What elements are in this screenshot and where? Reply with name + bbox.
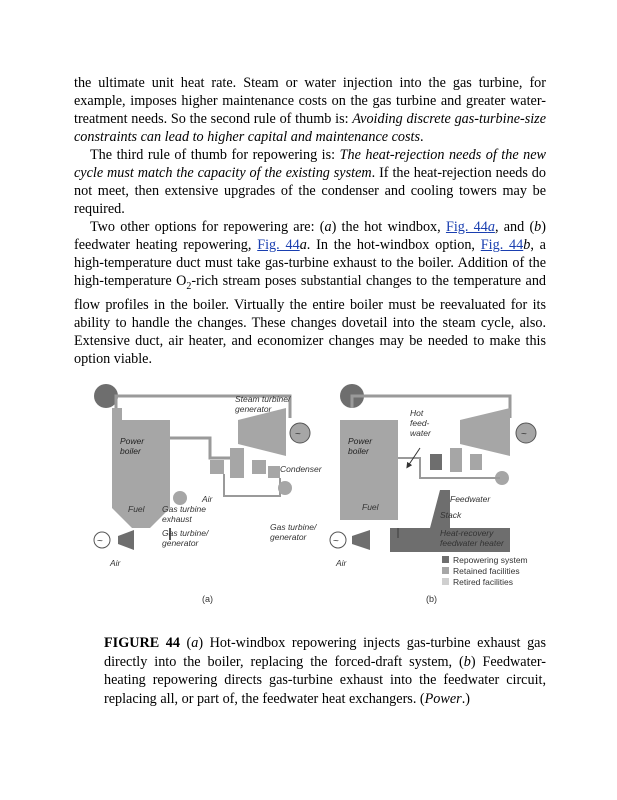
label-gt-exhaust-a1: Gas turbine xyxy=(162,504,206,514)
fig-44a-link-1[interactable] xyxy=(446,219,495,235)
caption-text-3: ) Feedwater-heating repowering directs gas-turbine exhaust into the feedwater circuit, replacing all, or part of, the feedwater heat exchangers. ( xyxy=(104,653,547,707)
label-air-bottom-a: Air xyxy=(110,558,121,568)
legend xyxy=(442,555,528,587)
heater-a2 xyxy=(230,448,244,478)
p3-text-3: , and ( xyxy=(494,219,535,235)
label-hot-feedwater-1: Hot xyxy=(410,408,424,418)
label-gt-generator-a2: generator xyxy=(162,538,199,548)
p3-text-6: , a high-temperature duct must take gas-turbine exhaust to the boiler. Addition of the high-temperature O xyxy=(74,237,546,289)
caption-text-1: ( xyxy=(179,635,192,651)
gt-sine-glyph-b: ~ xyxy=(333,536,339,547)
p3-text-1: Two other options for repowering are: ( xyxy=(90,219,325,235)
drum-icon xyxy=(94,384,118,408)
fig-link-3-text: Fig. 44 xyxy=(480,237,524,253)
label-air-bottom-b: Air xyxy=(336,558,347,568)
boiler-riser-a xyxy=(112,408,122,420)
p3-text-2: ) the hot windbox, xyxy=(331,219,446,235)
fig-44b-link[interactable] xyxy=(481,237,523,253)
gt-sine-glyph-a: ~ xyxy=(97,536,103,547)
caption-italic-b: b xyxy=(463,653,471,670)
label-hot-feedwater-2: feed- xyxy=(410,418,430,428)
label-hot-feedwater-3: water xyxy=(410,428,431,438)
label-steam-turbine-a: Steam turbine/ xyxy=(235,394,291,404)
paragraph-1-end: . xyxy=(419,129,424,145)
caption-source: Power xyxy=(424,690,462,707)
fig-link-1-text: Fig. 44 xyxy=(445,219,488,235)
caption-text-2: ) Hot-windbox repowering injects gas-turbine exhaust gas directly into the boiler, replacing the forced-draft system, ( xyxy=(104,635,546,670)
label-stack: Stack xyxy=(440,510,462,520)
steam-turbine-b xyxy=(460,408,510,456)
paragraph-1-text: the ultimate unit heat rate. Steam or water injection into the gas turbine, for example, imposes higher maintenance costs on the gas turbine and greater water-treatment needs. So the second rule of thumb is: xyxy=(74,75,546,127)
label-generator-a: generator xyxy=(235,404,272,414)
legend-swatch-retained xyxy=(442,567,449,574)
gas-turbine-a xyxy=(118,530,134,550)
legend-swatch-repowering xyxy=(442,556,449,563)
legend-retained: Retained facilities xyxy=(453,566,520,576)
heater-b2 xyxy=(450,448,462,472)
power-boiler-a xyxy=(112,420,170,508)
heater-b1 xyxy=(430,454,442,470)
panel-label-b: (b) xyxy=(426,594,437,604)
panel-label-a: (a) xyxy=(202,594,213,604)
paragraph-1 xyxy=(74,74,546,146)
label-gt-generator-mid1: Gas turbine/ xyxy=(270,522,317,532)
heater-b3 xyxy=(470,454,482,470)
legend-swatch-retired xyxy=(442,578,449,585)
caption-label: FIGURE 44 xyxy=(104,635,180,651)
paragraph-2-end: . If the heat-rejection needs do not meet, then extensive upgrades of the condenser and cooling towers may be required. xyxy=(74,165,546,217)
label-feedwater-b: Feedwater xyxy=(450,494,491,504)
fig-link-2-suffix: a xyxy=(299,237,307,253)
legend-repowering: Repowering system xyxy=(453,555,528,565)
paragraph-2 xyxy=(74,146,546,218)
fig-link-2-text: Fig. 44 xyxy=(257,237,300,253)
figure-44-diagram xyxy=(90,378,560,608)
caption-italic-a: a xyxy=(191,635,199,651)
sine-glyph-b: ~ xyxy=(521,429,527,440)
heater-a4 xyxy=(268,466,280,478)
label-gt-generator-mid2: generator xyxy=(270,532,307,542)
feed-line-b xyxy=(398,458,500,478)
heater-a3 xyxy=(252,460,266,474)
gas-turbine-b xyxy=(352,530,370,550)
legend-retired: Retired facilities xyxy=(453,577,513,587)
sine-glyph-a: ~ xyxy=(295,429,301,440)
p3-text-7: -rich stream poses substantial changes to the temperature and flow profiles in the boiler. Virtually the entire boiler must be reevaluated for its ability to handle the changes. These changes dovetail into the steam cycle, also. Extensive duct, air heater, and economizer changes may be needed to make this option viable. xyxy=(74,273,547,367)
steam-turbine-a xyxy=(238,408,286,456)
label-fuel-b: Fuel xyxy=(362,502,379,512)
label-power-boiler-a2: boiler xyxy=(120,446,141,456)
label-power-boiler-b2: boiler xyxy=(348,446,369,456)
label-air-a: Air xyxy=(202,494,213,504)
fig-link-1-suffix: a xyxy=(487,219,495,235)
label-fuel-a: Fuel xyxy=(128,504,145,514)
label-hrfh-1: Heat-recovery xyxy=(440,528,494,538)
label-hrfh-2: feedwater heater xyxy=(440,538,504,548)
p3-text-5: . In the hot-windbox option, xyxy=(306,237,481,253)
rule-three-emphasis: The heat-rejection needs of the new cycle must match the capacity of the existing system xyxy=(74,147,547,181)
feed-line-a xyxy=(170,438,230,458)
rule-two-emphasis: Avoiding discrete gas-turbine-size constraints can lead to higher capital and maintenance costs xyxy=(74,111,546,145)
panel-a xyxy=(94,384,323,604)
fig-link-3-suffix: b xyxy=(523,237,531,253)
label-power-boiler-b1: Power xyxy=(348,436,373,446)
paragraph-3 xyxy=(74,218,546,368)
caption-text-4: .) xyxy=(461,690,470,707)
label-power-boiler-a1: Power xyxy=(120,436,145,446)
o2-subscript: 2 xyxy=(186,280,192,292)
air-fan-a xyxy=(173,491,187,505)
paragraph-2-text: The third rule of thumb for repowering is: xyxy=(90,147,340,163)
heater-a1 xyxy=(210,460,224,474)
label-gt-generator-a1: Gas turbine/ xyxy=(162,528,209,538)
figure-caption xyxy=(104,634,546,708)
p3-italic-b: b xyxy=(534,219,542,235)
label-gt-exhaust-a2: exhaust xyxy=(162,514,192,524)
p3-italic-a: a xyxy=(324,219,332,235)
fig-44a-link-2[interactable] xyxy=(257,237,299,253)
label-condenser: Condenser xyxy=(280,464,322,474)
condenser-pump-a xyxy=(278,481,292,495)
p3-text-4: ) feedwater heating repowering, xyxy=(74,219,546,253)
